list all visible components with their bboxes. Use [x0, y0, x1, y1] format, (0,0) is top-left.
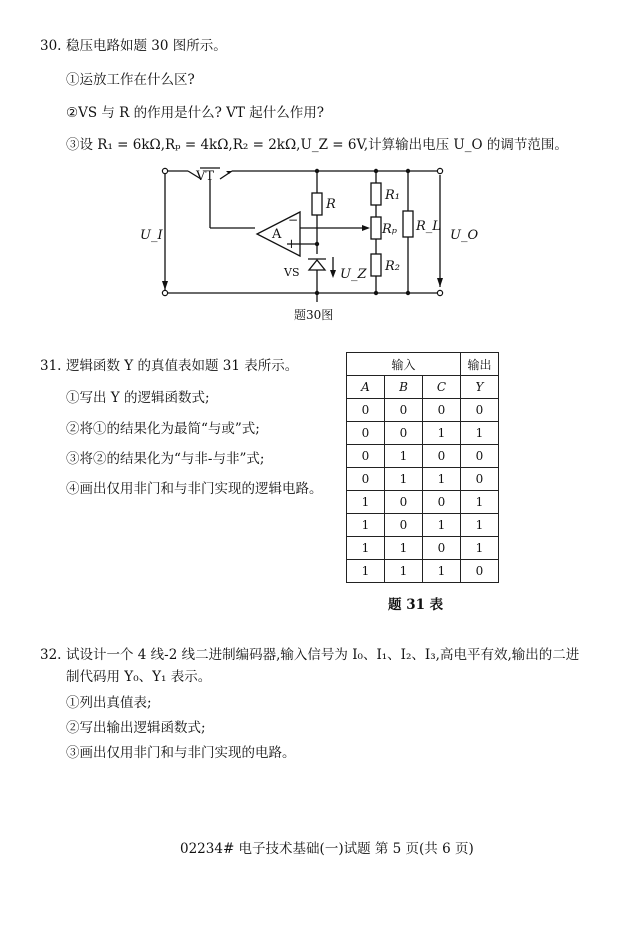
cell: 1	[423, 468, 461, 491]
q32-item-2: ②写出输出逻辑函数式;	[66, 720, 206, 736]
cell: 0	[461, 468, 499, 491]
col-a: A	[347, 376, 385, 399]
cell: 1	[347, 514, 385, 537]
cell: 0	[347, 445, 385, 468]
q31-item-4: ④画出仅用非门和与非门实现的逻辑电路。	[66, 481, 323, 497]
q30-circuit-figure	[0, 0, 624, 340]
table-row	[347, 399, 499, 422]
label-vt: VT	[196, 169, 215, 184]
label-uo: U_O	[450, 228, 479, 243]
q32-item-3: ③画出仅用非门和与非门实现的电路。	[66, 745, 296, 761]
truth-table	[346, 352, 499, 583]
header-input: 输入	[347, 353, 461, 376]
table-caption: 题 31 表	[388, 597, 444, 613]
table-row	[347, 491, 499, 514]
header-output: 输出	[461, 353, 499, 376]
cell: 0	[461, 399, 499, 422]
cell: 0	[385, 514, 423, 537]
table-row	[347, 468, 499, 491]
label-r2: R₂	[385, 259, 400, 274]
table-row	[347, 422, 499, 445]
cell: 1	[461, 537, 499, 560]
label-uz: U_Z	[340, 267, 367, 282]
cell: 0	[347, 399, 385, 422]
q31-item-2: ②将①的结果化为最简“与或”式;	[66, 421, 260, 437]
cell: 1	[461, 514, 499, 537]
label-minus: −	[288, 213, 299, 227]
label-rl: R_L	[416, 219, 441, 234]
q32-line-1: 试设计一个 4 线-2 线二进制编码器,输入信号为 I₀、I₁、I₂、I₃,高电平有效,输出的二进	[66, 647, 580, 663]
cell: 1	[385, 560, 423, 583]
cell: 0	[423, 445, 461, 468]
q31-item-1: ①写出 Y 的逻辑函数式;	[66, 390, 210, 406]
q30-item-2: ②VS 与 R 的作用是什么? VT 起什么作用?	[66, 105, 324, 121]
cell: 1	[347, 560, 385, 583]
cell: 1	[385, 537, 423, 560]
label-rp: Rₚ	[382, 222, 397, 237]
cell: 1	[347, 537, 385, 560]
cell: 0	[423, 537, 461, 560]
cell: 1	[461, 491, 499, 514]
q32-number: 32.	[40, 647, 62, 663]
q31-stem: 逻辑函数 Y 的真值表如题 31 表所示。	[66, 358, 299, 374]
q31-number: 31.	[40, 358, 62, 374]
table-row	[347, 537, 499, 560]
cell: 1	[423, 514, 461, 537]
q30-number: 30.	[40, 38, 62, 54]
cell: 0	[423, 491, 461, 514]
cell: 0	[423, 399, 461, 422]
cell: 0	[461, 445, 499, 468]
q32-line-2: 制代码用 Y₀、Y₁ 表示。	[66, 669, 212, 685]
cell: 1	[347, 491, 385, 514]
table-row	[347, 514, 499, 537]
col-y: Y	[461, 376, 499, 399]
page-footer: 02234# 电子技术基础(一)试题 第 5 页(共 6 页)	[180, 841, 474, 857]
cell: 0	[347, 422, 385, 445]
label-r: R	[326, 197, 336, 212]
q30-item-1: ①运放工作在什么区?	[66, 72, 195, 88]
cell: 1	[461, 422, 499, 445]
cell: 0	[385, 422, 423, 445]
col-c: C	[423, 376, 461, 399]
table-row	[347, 445, 499, 468]
label-ui: U_I	[140, 228, 163, 243]
label-vs: VS	[284, 266, 300, 279]
label-plus: +	[286, 237, 297, 252]
cell: 0	[385, 399, 423, 422]
label-r1: R₁	[385, 188, 400, 203]
q31-item-3: ③将②的结果化为“与非-与非”式;	[66, 451, 265, 467]
label-amp: A	[272, 227, 282, 242]
cell: 0	[461, 560, 499, 583]
figure-caption: 题30图	[294, 308, 334, 322]
cell: 1	[423, 560, 461, 583]
col-b: B	[385, 376, 423, 399]
cell: 1	[385, 468, 423, 491]
cell: 0	[347, 468, 385, 491]
q32-item-1: ①列出真值表;	[66, 695, 152, 711]
cell: 0	[385, 491, 423, 514]
cell: 1	[385, 445, 423, 468]
table-row	[347, 560, 499, 583]
q30-item-3: ③设 R₁ = 6kΩ,Rₚ = 4kΩ,R₂ = 2kΩ,U_Z = 6V,计算输出电压 U_O 的调节范围。	[66, 137, 568, 153]
q30-stem: 稳压电路如题 30 图所示。	[66, 38, 227, 54]
cell: 1	[423, 422, 461, 445]
